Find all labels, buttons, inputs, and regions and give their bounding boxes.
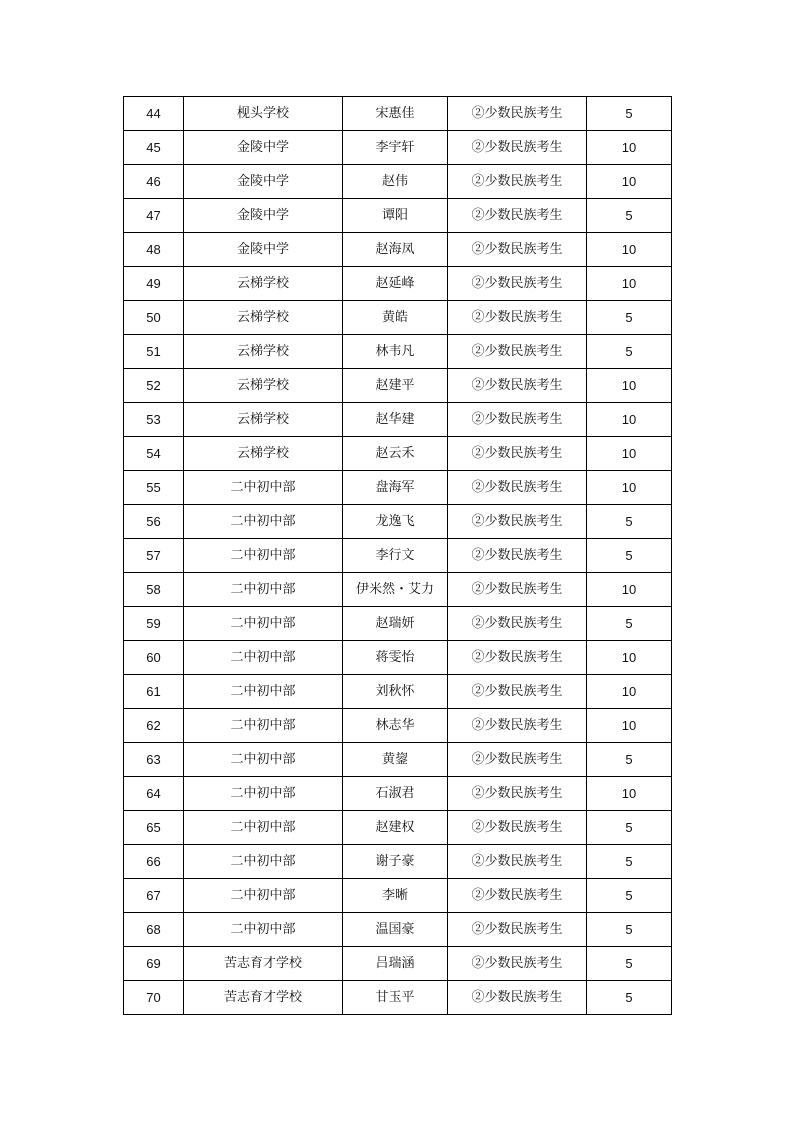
cell-student-name: 石淑君	[343, 777, 448, 811]
cell-category: ②少数民族考生	[448, 131, 587, 165]
cell-number: 56	[124, 505, 184, 539]
cell-school: 二中初中部	[184, 675, 343, 709]
cell-student-name: 温国豪	[343, 913, 448, 947]
table-row	[124, 335, 672, 369]
cell-bonus-points: 5	[587, 811, 672, 845]
cell-category: ②少数民族考生	[448, 879, 587, 913]
cell-number: 65	[124, 811, 184, 845]
cell-bonus-points: 10	[587, 709, 672, 743]
cell-student-name: 赵瑞妍	[343, 607, 448, 641]
cell-category: ②少数民族考生	[448, 233, 587, 267]
cell-student-name: 龙逸飞	[343, 505, 448, 539]
cell-bonus-points: 10	[587, 369, 672, 403]
cell-number: 55	[124, 471, 184, 505]
cell-number: 52	[124, 369, 184, 403]
cell-bonus-points: 10	[587, 641, 672, 675]
table-row	[124, 743, 672, 777]
cell-bonus-points: 10	[587, 777, 672, 811]
cell-number: 62	[124, 709, 184, 743]
cell-number: 60	[124, 641, 184, 675]
table-row	[124, 709, 672, 743]
cell-number: 57	[124, 539, 184, 573]
table-row	[124, 437, 672, 471]
cell-category: ②少数民族考生	[448, 641, 587, 675]
cell-bonus-points: 10	[587, 437, 672, 471]
cell-number: 53	[124, 403, 184, 437]
cell-bonus-points: 10	[587, 675, 672, 709]
cell-category: ②少数民族考生	[448, 199, 587, 233]
cell-category: ②少数民族考生	[448, 403, 587, 437]
cell-student-name: 林志华	[343, 709, 448, 743]
cell-student-name: 赵建权	[343, 811, 448, 845]
cell-bonus-points: 5	[587, 505, 672, 539]
cell-school: 二中初中部	[184, 709, 343, 743]
cell-number: 67	[124, 879, 184, 913]
cell-school: 金陵中学	[184, 131, 343, 165]
cell-number: 68	[124, 913, 184, 947]
cell-number: 64	[124, 777, 184, 811]
table-row	[124, 301, 672, 335]
cell-student-name: 赵华建	[343, 403, 448, 437]
cell-student-name: 黄皓	[343, 301, 448, 335]
cell-number: 45	[124, 131, 184, 165]
cell-bonus-points: 5	[587, 947, 672, 981]
cell-student-name: 宋惠佳	[343, 97, 448, 131]
cell-bonus-points: 5	[587, 743, 672, 777]
cell-school: 金陵中学	[184, 199, 343, 233]
cell-bonus-points: 5	[587, 981, 672, 1015]
cell-school: 二中初中部	[184, 573, 343, 607]
cell-student-name: 林韦凡	[343, 335, 448, 369]
cell-bonus-points: 10	[587, 573, 672, 607]
cell-category: ②少数民族考生	[448, 165, 587, 199]
cell-school: 苦志育才学校	[184, 981, 343, 1015]
cell-number: 63	[124, 743, 184, 777]
table-row	[124, 369, 672, 403]
cell-category: ②少数民族考生	[448, 97, 587, 131]
cell-category: ②少数民族考生	[448, 675, 587, 709]
cell-student-name: 李晰	[343, 879, 448, 913]
table-row	[124, 845, 672, 879]
table-row	[124, 97, 672, 131]
cell-school: 二中初中部	[184, 913, 343, 947]
cell-school: 二中初中部	[184, 539, 343, 573]
cell-bonus-points: 5	[587, 913, 672, 947]
cell-student-name: 李宇轩	[343, 131, 448, 165]
cell-school: 二中初中部	[184, 471, 343, 505]
cell-student-name: 刘秋怀	[343, 675, 448, 709]
cell-number: 69	[124, 947, 184, 981]
cell-school: 云梯学校	[184, 369, 343, 403]
cell-number: 49	[124, 267, 184, 301]
cell-student-name: 赵海凤	[343, 233, 448, 267]
cell-student-name: 赵云禾	[343, 437, 448, 471]
cell-category: ②少数民族考生	[448, 301, 587, 335]
cell-school: 二中初中部	[184, 845, 343, 879]
cell-bonus-points: 5	[587, 335, 672, 369]
table-row	[124, 233, 672, 267]
cell-bonus-points: 5	[587, 301, 672, 335]
table-row	[124, 675, 672, 709]
cell-bonus-points: 5	[587, 539, 672, 573]
cell-school: 二中初中部	[184, 743, 343, 777]
cell-number: 59	[124, 607, 184, 641]
table-row	[124, 811, 672, 845]
table-row	[124, 539, 672, 573]
cell-bonus-points: 10	[587, 267, 672, 301]
cell-number: 44	[124, 97, 184, 131]
table-row	[124, 165, 672, 199]
table-row	[124, 505, 672, 539]
cell-school: 枧头学校	[184, 97, 343, 131]
cell-number: 47	[124, 199, 184, 233]
cell-category: ②少数民族考生	[448, 777, 587, 811]
cell-category: ②少数民族考生	[448, 369, 587, 403]
table-row	[124, 471, 672, 505]
candidate-table-body	[124, 97, 672, 1015]
cell-number: 61	[124, 675, 184, 709]
cell-number: 58	[124, 573, 184, 607]
cell-number: 50	[124, 301, 184, 335]
table-row	[124, 131, 672, 165]
cell-school: 金陵中学	[184, 233, 343, 267]
cell-school: 云梯学校	[184, 403, 343, 437]
cell-bonus-points: 10	[587, 233, 672, 267]
table-row	[124, 607, 672, 641]
cell-school: 二中初中部	[184, 777, 343, 811]
cell-category: ②少数民族考生	[448, 709, 587, 743]
cell-bonus-points: 5	[587, 97, 672, 131]
cell-student-name: 甘玉平	[343, 981, 448, 1015]
cell-student-name: 盘海军	[343, 471, 448, 505]
table-row	[124, 879, 672, 913]
cell-student-name: 黄鋆	[343, 743, 448, 777]
cell-school: 苦志育才学校	[184, 947, 343, 981]
cell-bonus-points: 5	[587, 845, 672, 879]
table-row	[124, 267, 672, 301]
cell-category: ②少数民族考生	[448, 267, 587, 301]
candidate-table	[123, 96, 672, 1015]
cell-number: 54	[124, 437, 184, 471]
cell-school: 二中初中部	[184, 505, 343, 539]
cell-number: 66	[124, 845, 184, 879]
cell-student-name: 蒋雯怡	[343, 641, 448, 675]
cell-category: ②少数民族考生	[448, 845, 587, 879]
table-row	[124, 777, 672, 811]
cell-school: 二中初中部	[184, 811, 343, 845]
cell-category: ②少数民族考生	[448, 471, 587, 505]
cell-student-name: 赵伟	[343, 165, 448, 199]
cell-school: 二中初中部	[184, 879, 343, 913]
table-row	[124, 403, 672, 437]
cell-category: ②少数民族考生	[448, 811, 587, 845]
table-row	[124, 981, 672, 1015]
cell-bonus-points: 5	[587, 607, 672, 641]
cell-category: ②少数民族考生	[448, 947, 587, 981]
cell-school: 二中初中部	[184, 641, 343, 675]
cell-category: ②少数民族考生	[448, 437, 587, 471]
cell-category: ②少数民族考生	[448, 607, 587, 641]
cell-bonus-points: 10	[587, 131, 672, 165]
cell-category: ②少数民族考生	[448, 981, 587, 1015]
cell-category: ②少数民族考生	[448, 539, 587, 573]
cell-category: ②少数民族考生	[448, 743, 587, 777]
cell-student-name: 吕瑞涵	[343, 947, 448, 981]
cell-school: 云梯学校	[184, 437, 343, 471]
table-row	[124, 573, 672, 607]
cell-bonus-points: 10	[587, 165, 672, 199]
cell-school: 二中初中部	[184, 607, 343, 641]
cell-student-name: 李行文	[343, 539, 448, 573]
cell-school: 云梯学校	[184, 301, 343, 335]
cell-category: ②少数民族考生	[448, 913, 587, 947]
cell-school: 云梯学校	[184, 335, 343, 369]
cell-student-name: 赵建平	[343, 369, 448, 403]
cell-student-name: 赵延峰	[343, 267, 448, 301]
table-row	[124, 641, 672, 675]
cell-bonus-points: 5	[587, 879, 672, 913]
table-row	[124, 913, 672, 947]
cell-school: 金陵中学	[184, 165, 343, 199]
cell-school: 云梯学校	[184, 267, 343, 301]
cell-number: 70	[124, 981, 184, 1015]
cell-category: ②少数民族考生	[448, 335, 587, 369]
cell-bonus-points: 10	[587, 403, 672, 437]
cell-student-name: 谭阳	[343, 199, 448, 233]
cell-number: 46	[124, 165, 184, 199]
table-row	[124, 199, 672, 233]
table-row	[124, 947, 672, 981]
cell-category: ②少数民族考生	[448, 505, 587, 539]
cell-number: 51	[124, 335, 184, 369]
cell-number: 48	[124, 233, 184, 267]
cell-student-name: 谢子豪	[343, 845, 448, 879]
cell-bonus-points: 5	[587, 199, 672, 233]
cell-bonus-points: 10	[587, 471, 672, 505]
cell-category: ②少数民族考生	[448, 573, 587, 607]
cell-student-name: 伊米然・艾力	[343, 573, 448, 607]
